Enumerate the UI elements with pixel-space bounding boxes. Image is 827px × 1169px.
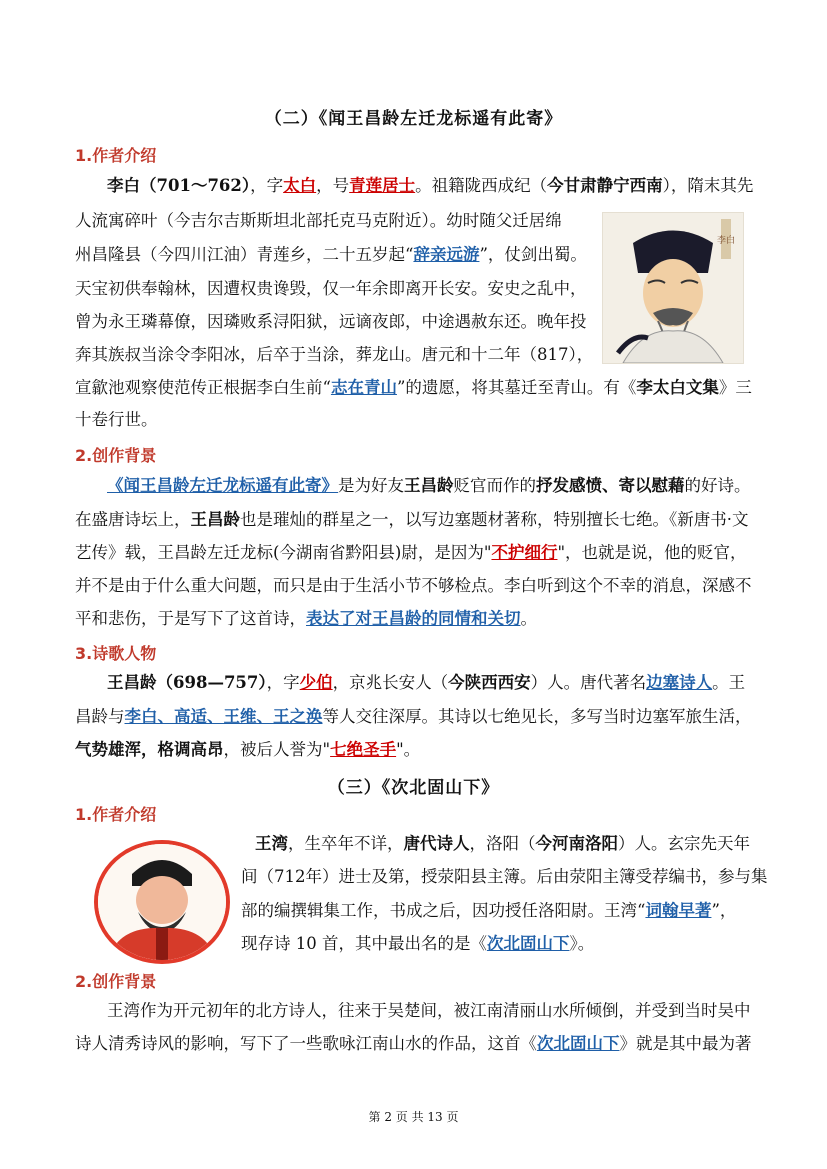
highlight-text: 青莲居士 [349, 176, 416, 195]
text-run: 等人交往深厚。其诗以七绝见长，多写当时边塞军旅生活， [322, 707, 752, 726]
heading-background: 2.创作背景 [75, 446, 157, 465]
text-line [75, 510, 760, 530]
heading-background-3: 2.创作背景 [75, 972, 157, 991]
text-run: 州昌隆县（今四川江油）青莲乡，二十五岁起“ [75, 245, 414, 264]
highlight-text: 词翰早著 [645, 901, 712, 920]
text-run: ，京兆长安人（ [332, 673, 449, 692]
text-run: 王湾作为开元初年的北方诗人，往来于吴楚间，被江南清丽山水所倾倒，并受到当时吴中 [107, 1001, 751, 1020]
text-run: 人流寓碎叶（今吉尔吉斯斯坦北部托克马克附近）。幼时随父迁居绵 [75, 211, 562, 230]
text-line [241, 901, 761, 921]
page-footer: 第 2 页 共 13 页 [368, 1110, 459, 1124]
text-run: ），隋末其先 [662, 176, 754, 195]
text-run: 奔其族叔当涂令李阳冰，后卒于当涂，葬龙山。唐元和十二年（817）， [75, 345, 594, 364]
bold-text: 今陕西西安 [448, 673, 531, 692]
text-run: 》就是其中最为著 [619, 1034, 752, 1053]
text-run: 宣歙池观察使范传正根据李白生前“ [75, 378, 331, 397]
highlight-text: 表达了对王昌龄的同情和关切 [306, 609, 521, 628]
text-line [75, 576, 760, 596]
text-line [107, 1001, 760, 1021]
text-run: ，字 [250, 176, 284, 195]
text-line [75, 378, 752, 398]
bold-text: 抒发感愤、寄以慰藉 [536, 476, 685, 495]
text-run: 艺传》载，王昌龄左迁龙标(今湖南省黔阳县)尉，是因为" [75, 543, 492, 562]
text-run: ，号 [316, 176, 350, 195]
highlight-text: 次北固山下 [537, 1034, 620, 1053]
text-run: ，生卒年不详， [288, 834, 404, 853]
wangwan-portrait [94, 840, 230, 964]
text-line [75, 211, 585, 231]
text-line [75, 1034, 760, 1054]
bold-text: 李白（701～762） [107, 176, 251, 195]
text-run: 部的编撰辑集工作，书成之后，因功授任洛阳尉。王湾“ [241, 901, 646, 920]
text-run: 并不是由于什么重大问题，而只是由于生活小节不够检点。李白听到这个不幸的消息，深感不 [75, 576, 752, 595]
text-run: ”，仗剑出蜀。 [479, 245, 587, 264]
text-line [107, 176, 754, 196]
highlight-text: 辞亲远游 [413, 245, 480, 264]
text-run: "。 [396, 740, 421, 759]
highlight-text: 太白 [283, 176, 317, 195]
text-run: "，也就是说，他的贬官， [557, 543, 747, 562]
bold-text: 王昌龄 [190, 510, 240, 529]
text-line [241, 934, 761, 954]
text-line [75, 410, 738, 430]
heading-author-intro-3: 1.作者介绍 [75, 805, 157, 824]
highlight-text: 志在青山 [330, 378, 397, 397]
text-line [75, 707, 760, 727]
highlight-text: 七绝圣手 [330, 740, 397, 759]
portrait-caption: 李白 [716, 236, 736, 246]
text-run: 》。 [569, 934, 595, 953]
highlight-text: 边塞诗人 [646, 673, 713, 692]
bold-text: 王昌龄（698—757） [107, 673, 267, 692]
text-run: 是为好友 [338, 476, 404, 495]
text-run: 。祖籍陇西成纪（ [415, 176, 548, 195]
text-run: ，被后人誉为" [223, 740, 331, 759]
text-run: 的好诗。 [684, 476, 751, 495]
bold-text: 今甘肃静宁西南 [547, 176, 663, 195]
text-run: 天宝初供奉翰林，因遭权贵谗毁，仅一年余即离开长安。安史之乱中， [75, 279, 587, 298]
text-line [75, 609, 760, 629]
text-line [255, 834, 775, 854]
highlight-text: 不护细行 [491, 543, 558, 562]
bold-text: 今河南洛阳 [535, 834, 618, 853]
section-title-3: （三）《次北固山下》 [327, 778, 500, 798]
highlight-text: 少伯 [299, 673, 333, 692]
highlight-text: 李白、高适、王维、王之涣 [124, 707, 323, 726]
text-line [75, 740, 760, 760]
text-run: 曾为永王璘幕僚，因璘败系浔阳狱，远谪夜郎，中途遇赦东还。晚年投 [75, 312, 587, 331]
text-run: ，字 [266, 673, 300, 692]
highlight-text: 次北固山下 [487, 934, 570, 953]
bold-text: 唐代诗人 [403, 834, 470, 853]
text-line [75, 245, 585, 265]
text-run: 诗人清秀诗风的影响，写下了一些歌咏江南山水的作品，这首《 [75, 1034, 537, 1053]
text-line [75, 345, 594, 365]
text-run: ”， [711, 901, 737, 920]
text-run: 也是璀灿的群星之一，以写边塞题材著称，特别擅长七绝。《新唐书·文 [240, 510, 749, 529]
heading-poem-person: 3.诗歌人物 [75, 644, 157, 663]
text-run: 十卷行世。 [75, 410, 158, 429]
text-run: ）人。玄宗先天年 [618, 834, 750, 853]
bold-text: 李太白文集 [636, 378, 719, 397]
highlight-text: 《闻王昌龄左迁龙标遥有此寄》 [107, 476, 338, 495]
text-run: 平和悲伤，于是写下了这首诗， [75, 609, 306, 628]
text-run: ，洛阳（ [469, 834, 536, 853]
text-run: 。 [520, 609, 537, 628]
text-run: 间（712年）进士及第，授荥阳县主簿。后由荥阳主簿受荐编书，参与集 [241, 867, 768, 886]
text-line [107, 476, 760, 496]
text-run: 在盛唐诗坛上， [75, 510, 191, 529]
bold-text: 气势雄浑，格调高昂 [75, 740, 224, 759]
text-line [107, 673, 760, 693]
text-run: 昌龄与 [75, 707, 125, 726]
text-line [241, 867, 768, 887]
libai-portrait [602, 212, 744, 364]
text-line [75, 312, 585, 332]
section-title: （二）《闻王昌龄左迁龙标遥有此寄》 [264, 109, 563, 129]
text-run: 。王 [712, 673, 746, 692]
text-line [75, 543, 760, 563]
text-run: 贬官而作的 [453, 476, 536, 495]
text-run: 》三 [718, 378, 752, 397]
text-line [75, 279, 585, 299]
bold-text: 王湾 [255, 834, 288, 853]
text-run: ”的遗愿，将其墓迁至青山。有《 [396, 378, 637, 397]
heading-author-intro: 1.作者介绍 [75, 146, 157, 165]
bold-text: 王昌龄 [404, 476, 454, 495]
text-run: 现存诗 10 首，其中最出名的是《 [241, 934, 487, 953]
text-run: ）人。唐代著名 [530, 673, 647, 692]
